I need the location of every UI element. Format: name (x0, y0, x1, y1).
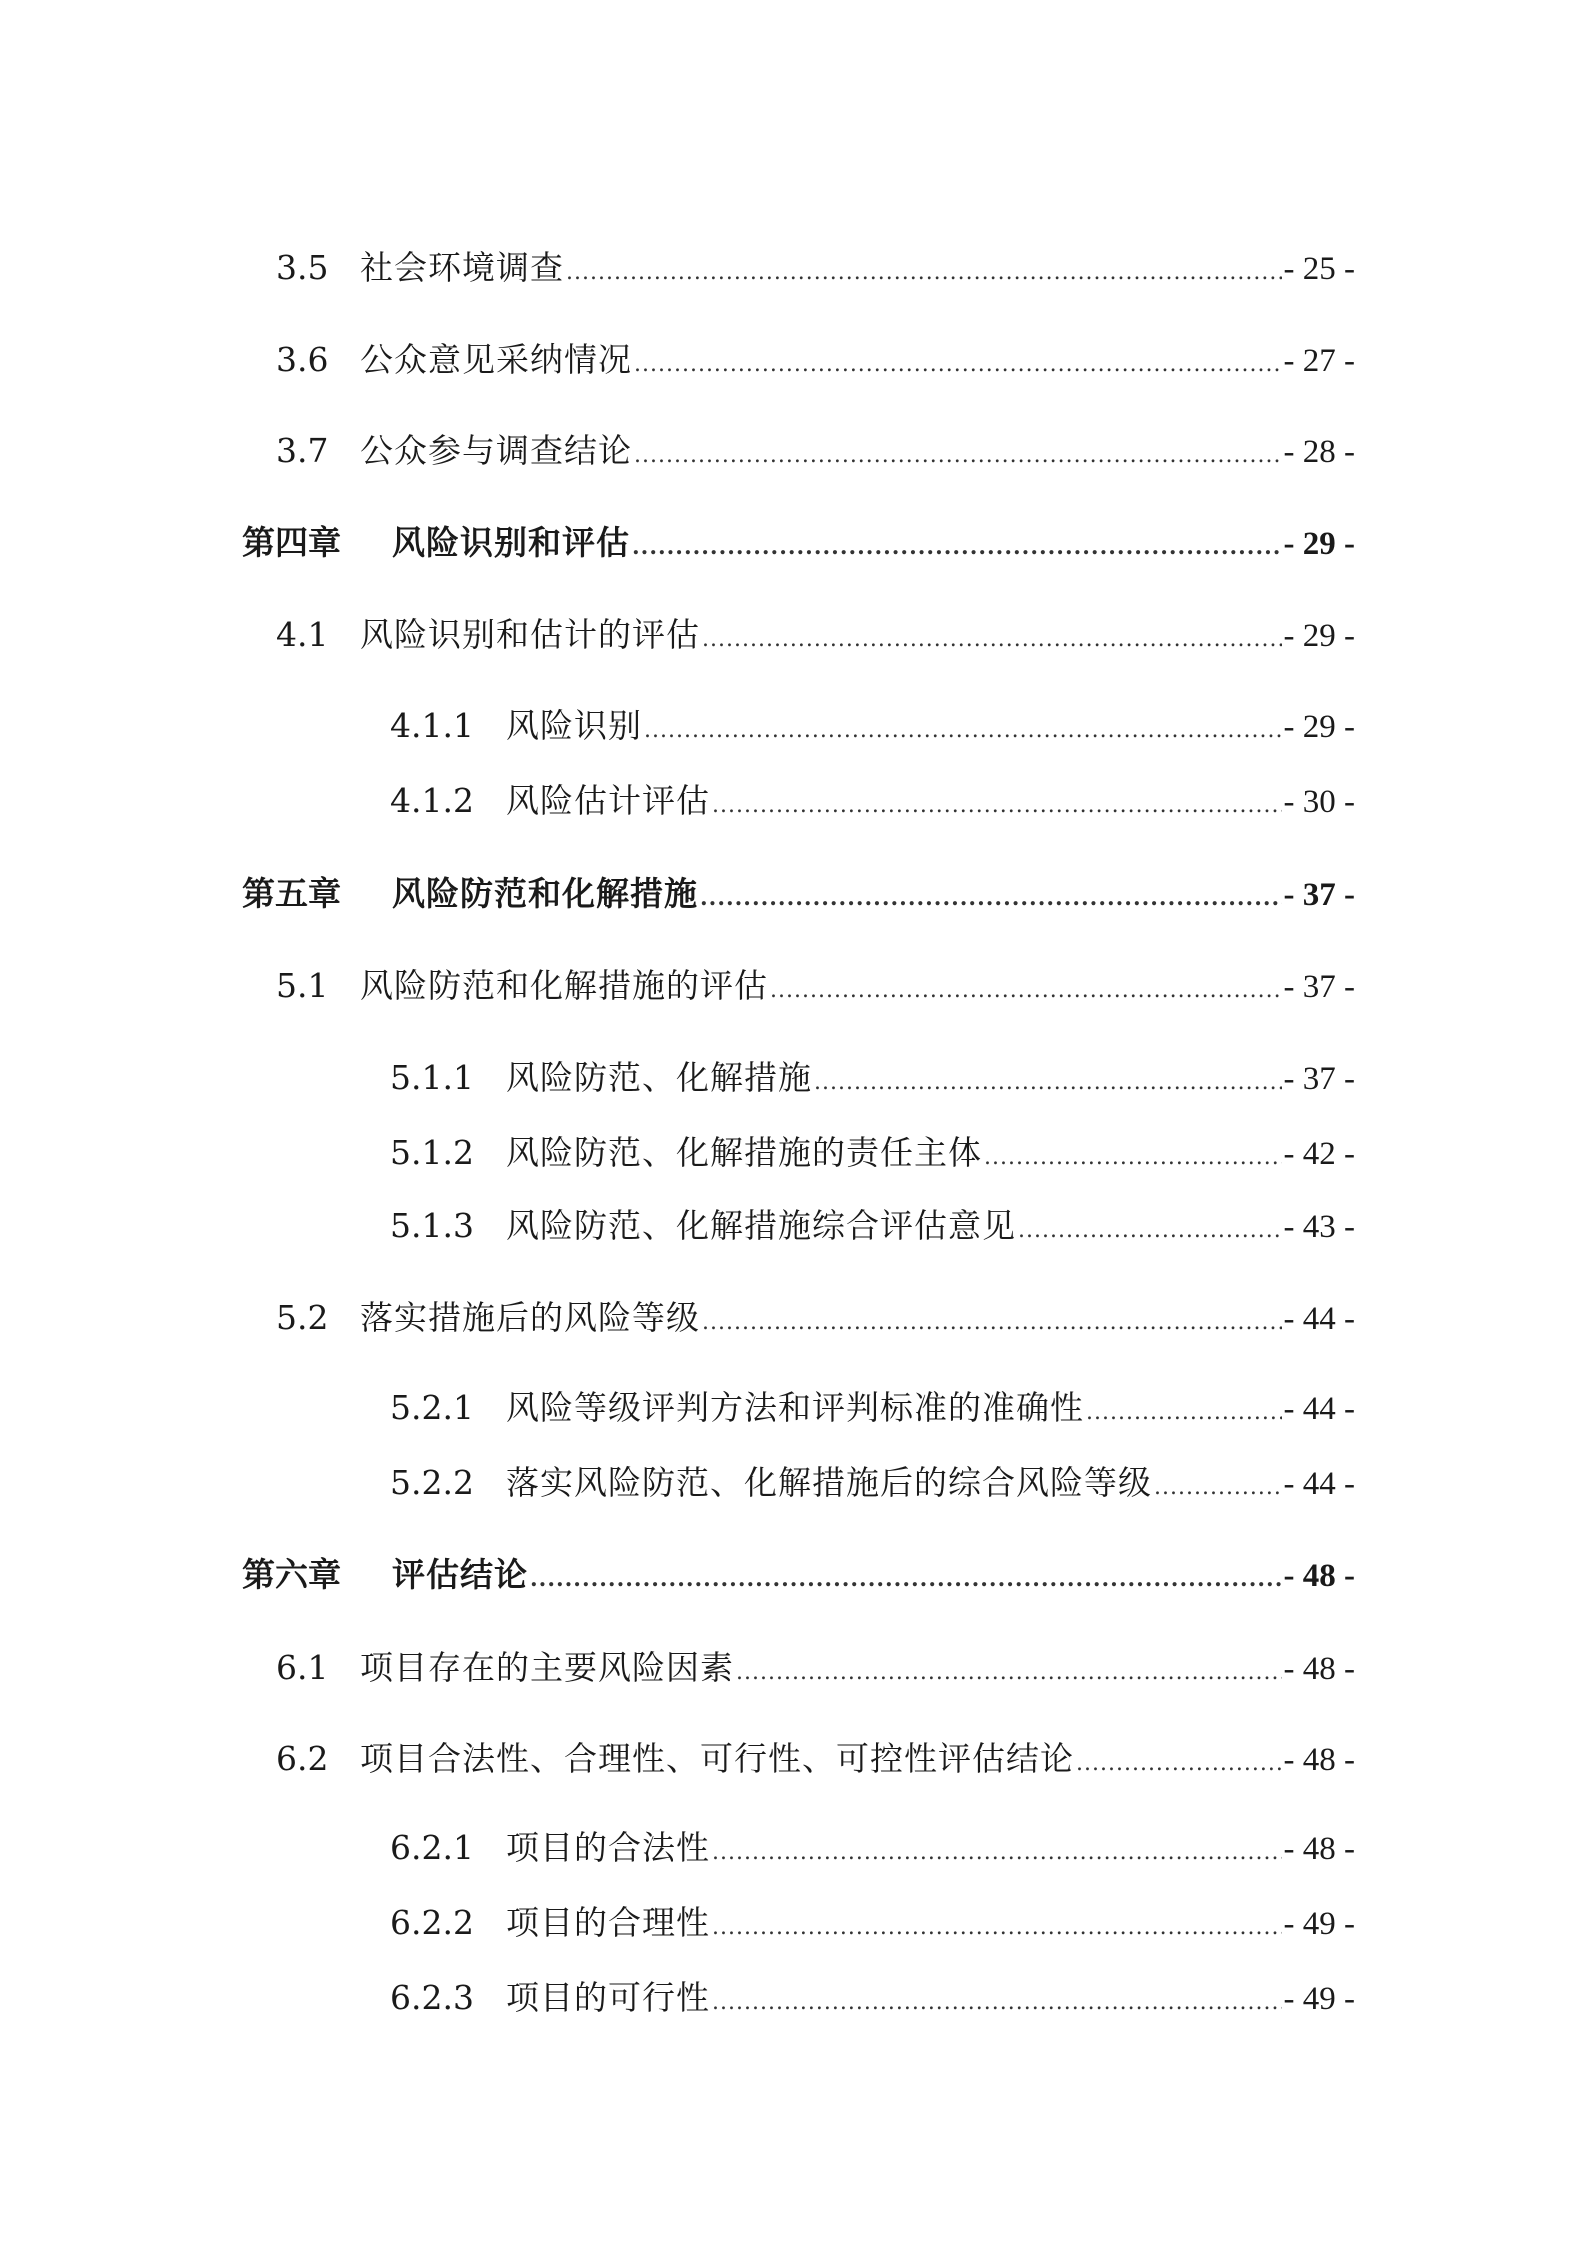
toc-dot-leader (632, 534, 1282, 560)
toc-entry-title: 社会环境调查 (360, 248, 564, 287)
toc-entry-page: - 44 - (1283, 1466, 1355, 1502)
toc-entry-number: 4.1.1 (390, 706, 474, 745)
toc-entry-number: 6.1 (276, 1648, 329, 1687)
toc-entry-title: 风险防范、化解措施 (506, 1058, 812, 1097)
toc-entry-title: 风险防范和化解措施的评估 (360, 966, 768, 1005)
toc-entry-number: 6.2 (276, 1739, 329, 1778)
toc-entry-5-2-1[interactable] (390, 1382, 1355, 1430)
toc-entry-page: - 43 - (1283, 1209, 1355, 1245)
toc-entry-number: 4.1.2 (390, 781, 474, 820)
toc-entry-page: - 44 - (1283, 1301, 1355, 1337)
toc-entry-6-2-1[interactable] (390, 1822, 1355, 1870)
toc-entry-number: 5.2.2 (390, 1463, 474, 1502)
toc-entry-title: 风险等级评判方法和评判标准的准确性 (506, 1388, 1084, 1427)
toc-dot-leader (1018, 1218, 1282, 1243)
toc-dot-leader (814, 1070, 1282, 1095)
toc-entry-chapter-5[interactable] (242, 868, 1355, 916)
toc-entry-title: 风险防范、化解措施综合评估意见 (506, 1206, 1016, 1245)
toc-entry-number: 3.6 (276, 340, 329, 379)
toc-entry-page: - 48 - (1283, 1742, 1355, 1778)
toc-entry-page: - 48 - (1283, 1831, 1355, 1867)
toc-entry-page: - 29 - (1283, 618, 1355, 654)
toc-dot-leader (712, 1840, 1282, 1865)
toc-entry-3-7[interactable] (276, 425, 1355, 473)
toc-dot-leader (1086, 1400, 1282, 1425)
toc-dot-leader (702, 1310, 1282, 1335)
toc-entry-number: 6.2.3 (390, 1978, 474, 2017)
toc-entry-page: - 37 - (1283, 877, 1355, 913)
toc-entry-6-2[interactable] (276, 1733, 1355, 1781)
toc-entry-page: - 48 - (1283, 1651, 1355, 1687)
toc-entry-number: 3.7 (276, 431, 329, 470)
toc-entry-title: 风险防范和化解措施 (392, 874, 698, 913)
toc-entry-number: 5.1.1 (390, 1058, 474, 1097)
toc-entry-title: 公众参与调查结论 (360, 431, 632, 470)
toc-entry-number: 第五章 (242, 874, 341, 913)
toc-entry-page: - 49 - (1283, 1906, 1355, 1942)
toc-entry-page: - 29 - (1283, 709, 1355, 745)
toc-entry-5-1-1[interactable] (390, 1052, 1355, 1100)
toc-entry-title: 风险防范、化解措施的责任主体 (506, 1133, 982, 1172)
toc-entry-number: 6.2.1 (390, 1828, 474, 1867)
toc-entry-page: - 29 - (1283, 526, 1355, 562)
toc-entry-chapter-4[interactable] (242, 517, 1355, 565)
toc-entry-number: 4.1 (276, 615, 329, 654)
toc-entry-number: 5.2.1 (390, 1388, 474, 1427)
toc-entry-title: 公众意见采纳情况 (360, 340, 632, 379)
toc-entry-page: - 44 - (1283, 1391, 1355, 1427)
toc-entry-title: 项目存在的主要风险因素 (360, 1648, 734, 1687)
toc-dot-leader (644, 718, 1282, 743)
toc-dot-leader (712, 1915, 1282, 1940)
toc-entry-6-1[interactable] (276, 1642, 1355, 1690)
toc-entry-title: 项目的可行性 (506, 1978, 710, 2017)
toc-dot-leader (566, 260, 1282, 285)
toc-entry-title: 评估结论 (392, 1555, 528, 1594)
toc-dot-leader (702, 627, 1282, 652)
toc-entry-title: 项目合法性、合理性、可行性、可控性评估结论 (360, 1739, 1074, 1778)
toc-entry-4-1-1[interactable] (390, 700, 1355, 748)
toc-entry-page: - 49 - (1283, 1981, 1355, 2017)
toc-entry-title: 落实措施后的风险等级 (360, 1298, 700, 1337)
toc-entry-page: - 42 - (1283, 1136, 1355, 1172)
toc-entry-3-5[interactable] (276, 242, 1355, 290)
toc-entry-number: 5.1 (276, 966, 329, 1005)
toc-dot-leader (736, 1660, 1282, 1685)
toc-dot-leader (984, 1145, 1282, 1170)
toc-entry-page: - 28 - (1283, 434, 1355, 470)
toc-entry-title: 风险估计评估 (506, 781, 710, 820)
toc-entry-title: 项目的合法性 (506, 1828, 710, 1867)
toc-entry-5-2-2[interactable] (390, 1457, 1355, 1505)
toc-dot-leader (530, 1566, 1282, 1592)
toc-entry-4-1-2[interactable] (390, 775, 1355, 823)
toc-entry-number: 6.2.2 (390, 1903, 474, 1942)
toc-dot-leader (700, 885, 1282, 911)
toc-entry-page: - 37 - (1283, 1061, 1355, 1097)
toc-entry-6-2-2[interactable] (390, 1897, 1355, 1945)
toc-dot-leader (634, 443, 1282, 468)
toc-entry-5-1-3[interactable] (390, 1200, 1355, 1248)
toc-dot-leader (634, 352, 1282, 377)
toc-entry-number: 5.1.2 (390, 1133, 474, 1172)
toc-entry-page: - 30 - (1283, 784, 1355, 820)
toc-entry-title: 落实风险防范、化解措施后的综合风险等级 (506, 1463, 1152, 1502)
toc-dot-leader (770, 978, 1282, 1003)
toc-entry-page: - 37 - (1283, 969, 1355, 1005)
toc-entry-number: 第四章 (242, 523, 341, 562)
toc-entry-number: 第六章 (242, 1555, 341, 1594)
toc-entry-page: - 25 - (1283, 251, 1355, 287)
toc-entry-number: 5.2 (276, 1298, 329, 1337)
toc-entry-6-2-3[interactable] (390, 1972, 1355, 2020)
toc-dot-leader (712, 1990, 1282, 2015)
toc-entry-4-1[interactable] (276, 609, 1355, 657)
toc-entry-chapter-6[interactable] (242, 1549, 1355, 1597)
toc-entry-title: 风险识别和评估 (392, 523, 630, 562)
toc-entry-page: - 27 - (1283, 343, 1355, 379)
toc-entry-3-6[interactable] (276, 334, 1355, 382)
toc-entry-title: 风险识别 (506, 706, 642, 745)
toc-dot-leader (1076, 1751, 1282, 1776)
toc-entry-page: - 48 - (1283, 1558, 1355, 1594)
toc-entry-5-1-2[interactable] (390, 1127, 1355, 1175)
toc-entry-title: 风险识别和估计的评估 (360, 615, 700, 654)
toc-dot-leader (1154, 1475, 1282, 1500)
toc-entry-number: 5.1.3 (390, 1206, 474, 1245)
toc-entry-number: 3.5 (276, 248, 329, 287)
toc-entry-5-2[interactable] (276, 1292, 1355, 1340)
toc-entry-5-1[interactable] (276, 960, 1355, 1008)
toc-dot-leader (712, 793, 1282, 818)
toc-entry-title: 项目的合理性 (506, 1903, 710, 1942)
